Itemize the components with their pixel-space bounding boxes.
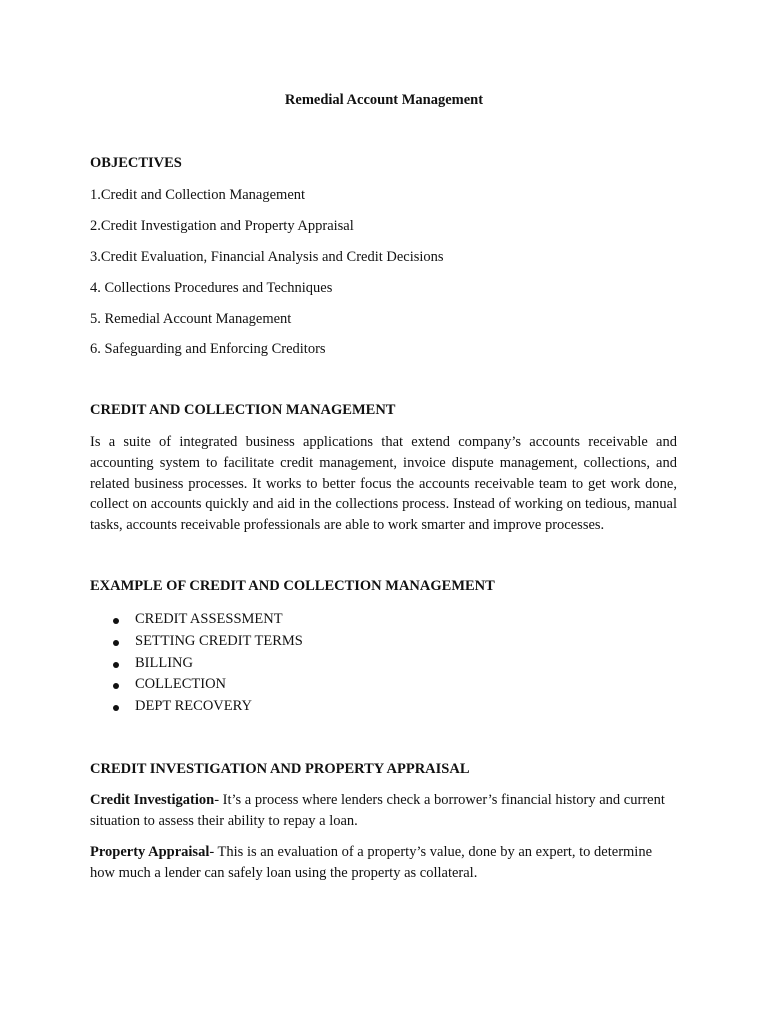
objective-item-6: 6. Safeguarding and Enforcing Creditors (90, 341, 326, 357)
list-item (0, 631, 303, 653)
bullet-icon (113, 683, 119, 689)
objective-item-2: 2.Credit Investigation and Property Appraisal (90, 218, 354, 234)
bullet-text: DEPT RECOVERY (135, 698, 252, 715)
objective-item-4: 4. Collections Procedures and Techniques (90, 280, 333, 296)
property-appraisal-text: - This is an evaluation of a property’s value, done by an expert, to determine how much a lender can safely loan using the property as collateral. (90, 844, 653, 881)
objective-item-3: 3.Credit Evaluation, Financial Analysis and Credit Decisions (90, 249, 444, 265)
list-item (0, 653, 303, 675)
objective-item-1: 1.Credit and Collection Management (90, 187, 306, 203)
property-appraisal-term: Property Appraisal (90, 844, 210, 860)
list-item (0, 609, 303, 631)
objectives-heading: OBJECTIVES (90, 155, 182, 171)
credit-investigation-paragraph (90, 790, 677, 832)
bullet-text: CREDIT ASSESSMENT (135, 611, 283, 627)
bullet-icon (113, 640, 119, 646)
bullet-text: SETTING CREDIT TERMS (135, 632, 303, 649)
list-item (0, 696, 303, 718)
list-item (0, 674, 303, 696)
bullet-icon (113, 705, 119, 711)
bullet-text: BILLING (135, 654, 193, 671)
credit-collection-paragraph: Is a suite of integrated business applications that extend company’s accounts receivable and accounting system to facilitate credit management, invoice dispute management, collections, and related business processes. It works to better focus the accounts receivable team to get work done, collect on accounts quickly and aid in the collections process. Instead of working on tedious, manual tasks, accounts receivable professionals are able to work smarter and improve processes. (90, 434, 677, 534)
credit-investigation-text: - It’s a process where lenders check a borrower’s financial history and current situation to assess their ability to repay a loan. (90, 792, 665, 829)
investigation-heading: CREDIT INVESTIGATION AND PROPERTY APPRAISAL (90, 761, 470, 777)
property-appraisal-paragraph (90, 842, 677, 884)
bullet-icon (113, 618, 119, 624)
credit-investigation-term: Credit Investigation (90, 792, 215, 808)
bullet-icon (113, 662, 119, 668)
credit-collection-heading: CREDIT AND COLLECTION MANAGEMENT (90, 402, 396, 418)
example-heading: EXAMPLE OF CREDIT AND COLLECTION MANAGEMENT (90, 578, 495, 594)
bullet-text: COLLECTION (135, 676, 227, 693)
objective-item-5: 5. Remedial Account Management (90, 311, 292, 327)
document-title: Remedial Account Management (284, 92, 484, 108)
example-bullet-list (0, 609, 303, 718)
